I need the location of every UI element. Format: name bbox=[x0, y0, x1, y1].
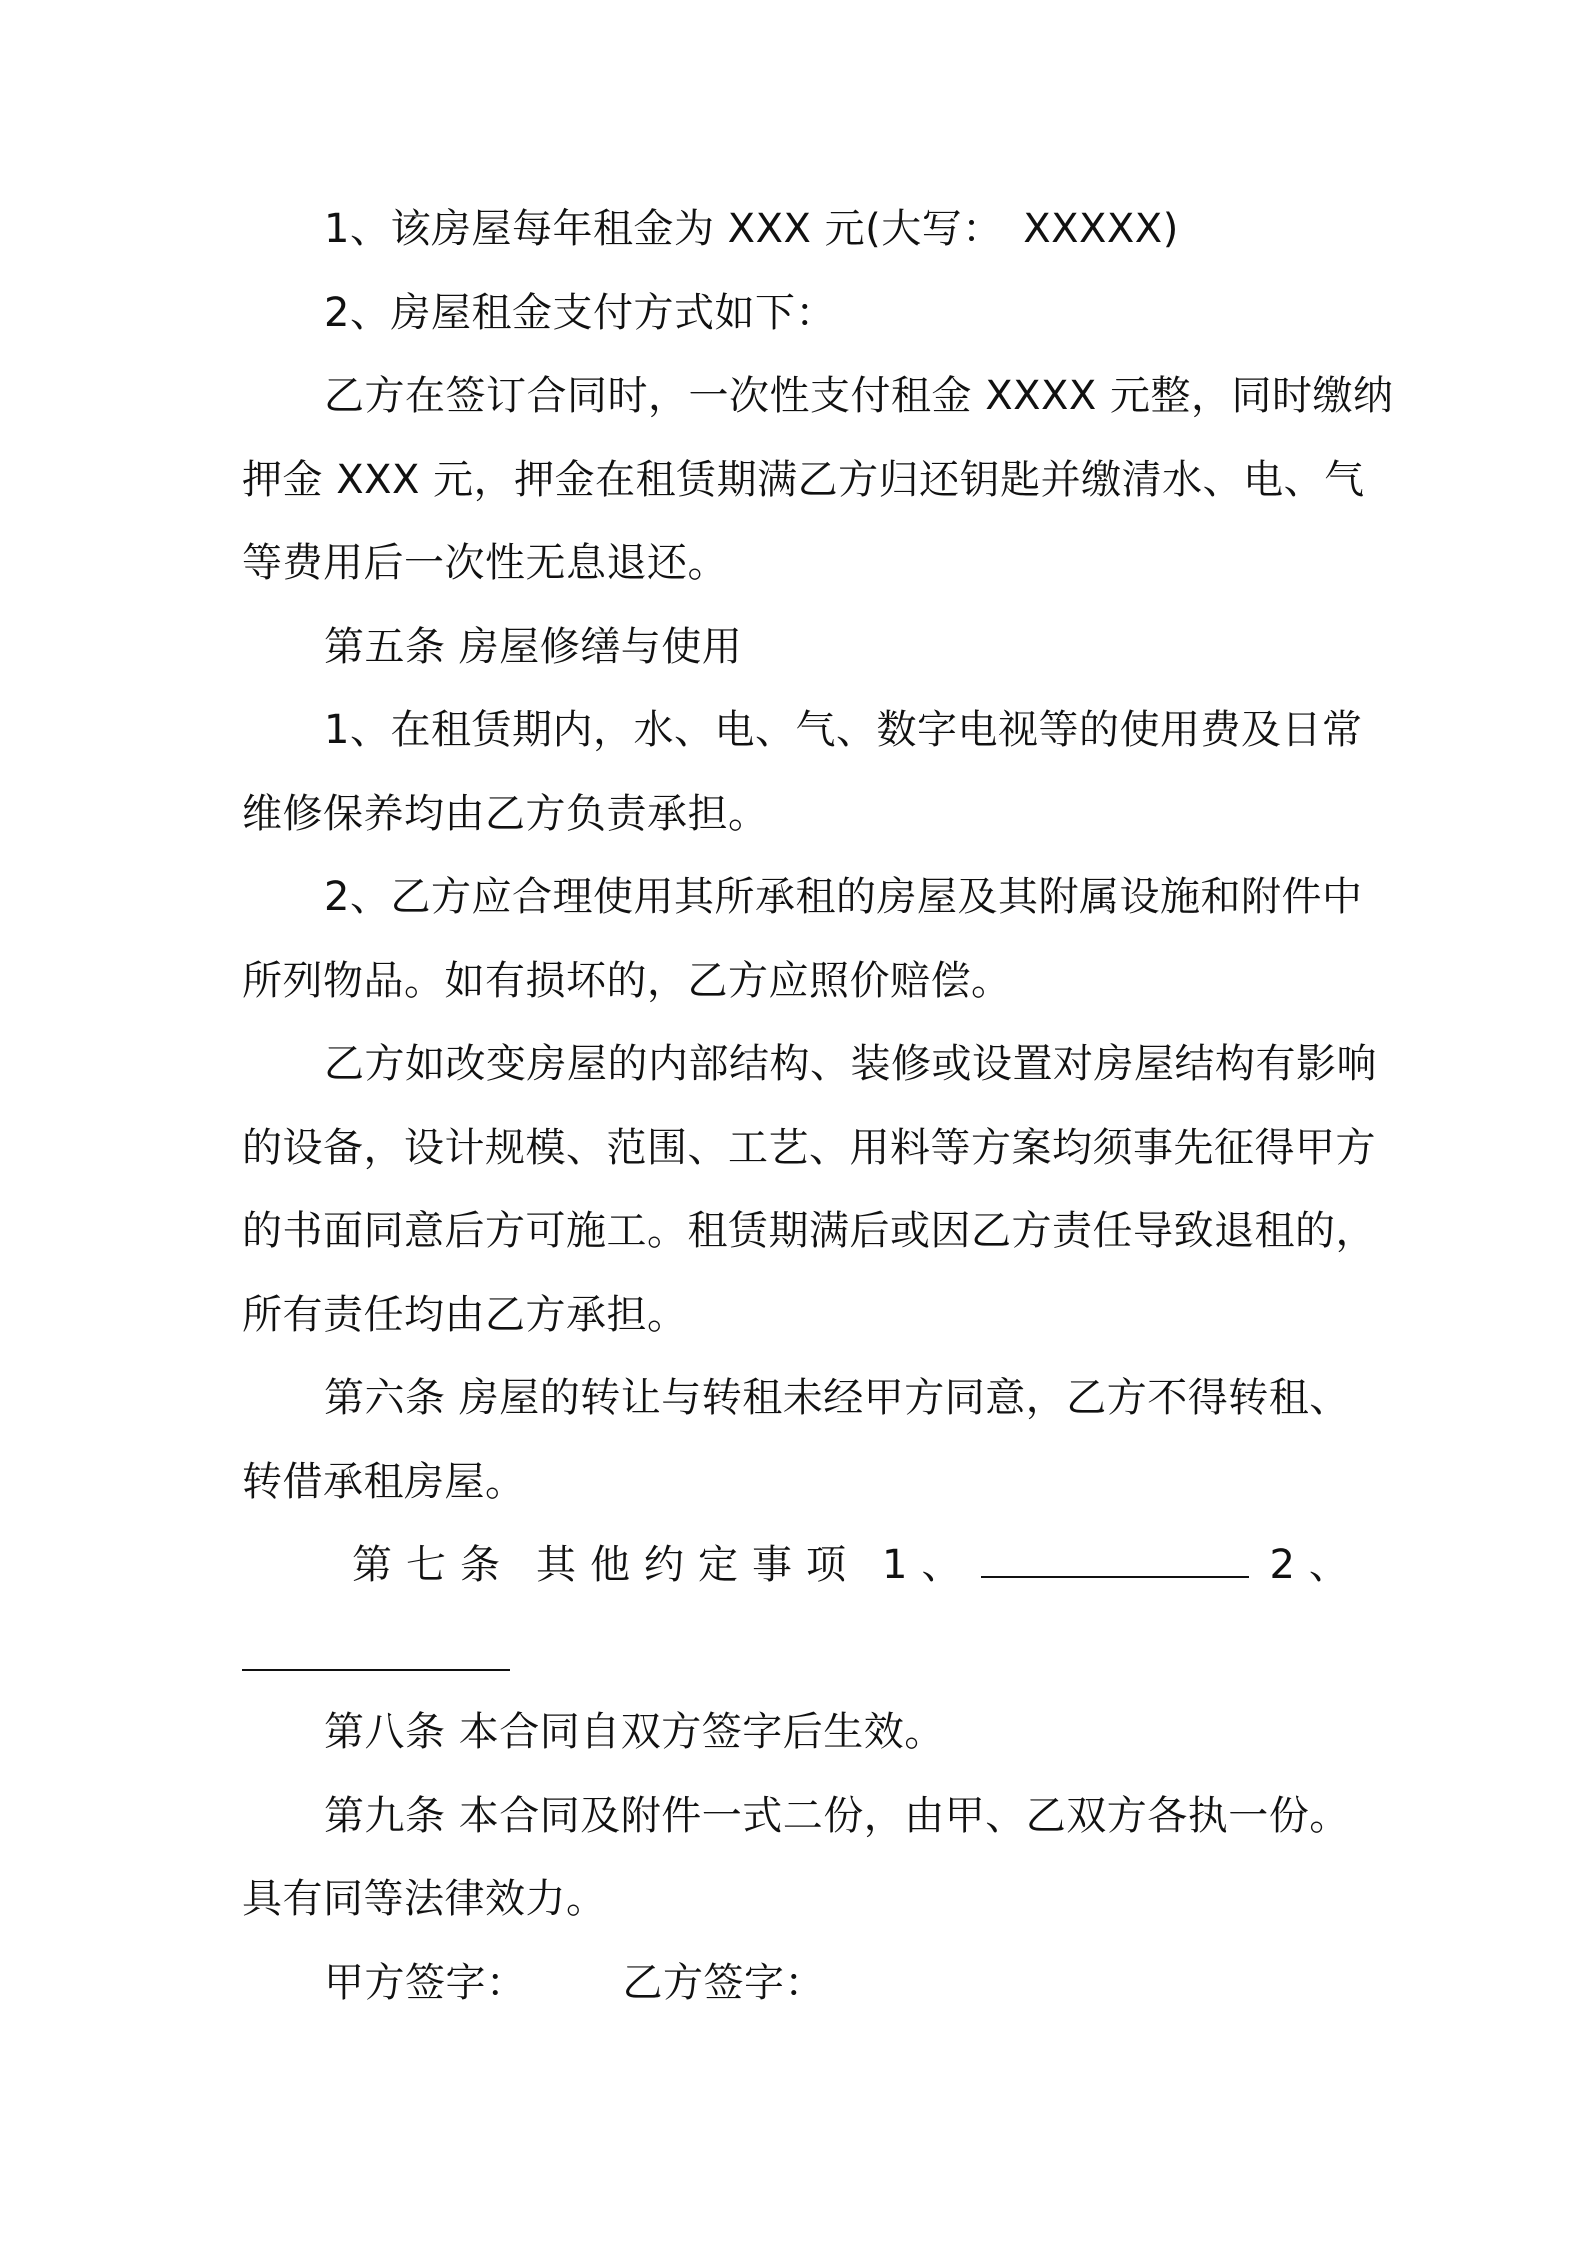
article7-item2-label: 2、 bbox=[1269, 1542, 1363, 1588]
article9-line-1: 第九条 本合同及附件一式二份，由甲、乙双方各执一份。 bbox=[324, 1793, 1350, 1839]
payment-paragraph-line-2: 押金 XXX 元，押金在租赁期满乙方归还钥匙并缴清水、电、气 bbox=[242, 457, 1365, 503]
article7-item1-label: 1、 bbox=[882, 1542, 976, 1588]
party-b-signature-label: 乙方签字： bbox=[622, 1960, 825, 2006]
article5-item1-line-2: 维修保养均由乙方负责承担。 bbox=[242, 791, 769, 837]
signature-line bbox=[324, 1955, 1364, 2011]
article7-title: 第七条 bbox=[352, 1542, 514, 1588]
rent-amount-line: 1、该房屋每年租金为 XXX 元(大写： XXXXX) bbox=[324, 206, 1179, 252]
article7-item2-line bbox=[242, 1630, 1362, 1686]
article5-heading: 第五条 房屋修缮与使用 bbox=[324, 624, 743, 670]
article5-item2-line-2: 所列物品。如有损坏的，乙方应照价赔偿。 bbox=[242, 958, 1012, 1004]
article5-item2-line-1: 2、乙方应合理使用其所承租的房屋及其附属设施和附件中 bbox=[324, 874, 1363, 920]
article9-line-2: 具有同等法律效力。 bbox=[242, 1876, 607, 1922]
article7-line bbox=[352, 1537, 1362, 1593]
alteration-paragraph-line-3: 的书面同意后方可施工。租赁期满后或因乙方责任导致退租的， bbox=[242, 1208, 1376, 1254]
article6-line-2: 转借承租房屋。 bbox=[242, 1459, 526, 1505]
payment-paragraph-line-1: 乙方在签订合同时，一次性支付租金 XXXX 元整，同时缴纳 bbox=[324, 373, 1394, 419]
party-a-signature-label: 甲方签字： bbox=[324, 1960, 527, 2006]
article7-heading: 其他约定事项 bbox=[536, 1542, 860, 1588]
payment-paragraph-line-3: 等费用后一次性无息退还。 bbox=[242, 540, 728, 586]
alteration-paragraph-line-2: 的设备，设计规模、范围、工艺、用料等方案均须事先征得甲方 bbox=[242, 1125, 1376, 1171]
article7-item1-blank bbox=[981, 1540, 1249, 1578]
article5-item1-line-1: 1、在租赁期内，水、电、气、数字电视等的使用费及日常 bbox=[324, 707, 1363, 753]
article7-item2-blank bbox=[242, 1633, 510, 1671]
payment-method-line: 2、房屋租金支付方式如下： bbox=[324, 290, 836, 336]
article6-line-1: 第六条 房屋的转让与转租未经甲方同意，乙方不得转租、 bbox=[324, 1375, 1350, 1421]
alteration-paragraph-line-4: 所有责任均由乙方承担。 bbox=[242, 1292, 688, 1338]
alteration-paragraph-line-1: 乙方如改变房屋的内部结构、装修或设置对房屋结构有影响 bbox=[324, 1041, 1377, 1087]
article8-line: 第八条 本合同自双方签字后生效。 bbox=[324, 1709, 945, 1755]
